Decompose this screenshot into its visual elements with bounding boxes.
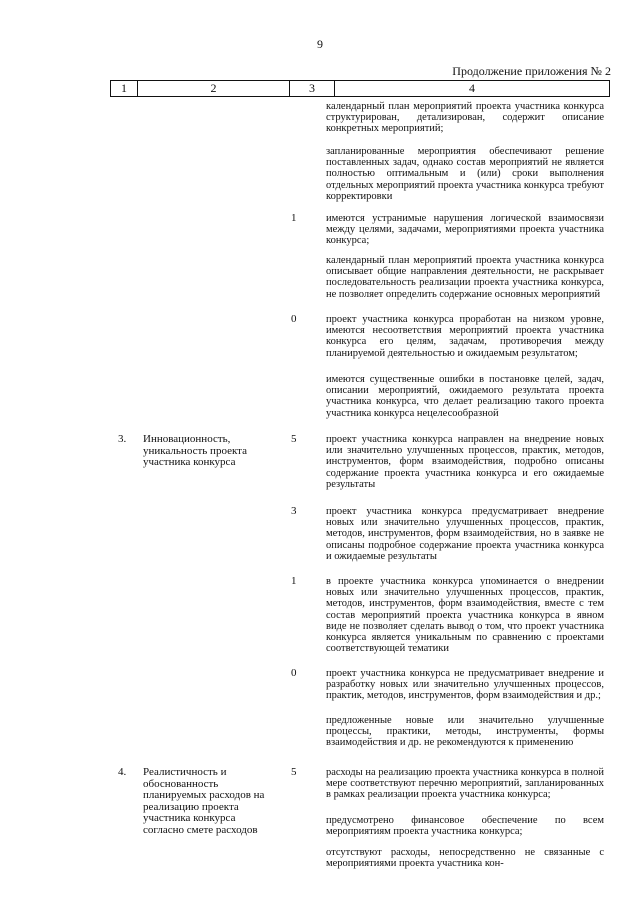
score-value: 0 — [291, 313, 297, 325]
criterion-text: расходы на реализацию проекта участника конкурса в полной мере соответствуют перечню мероприятий, запланированных в рамках реализации проекта участника конкурса; — [326, 767, 604, 801]
criterion-text: проект участника конкурса предусматривает внедрение новых или значительно улучшенных процессов, практик, методов, инструментов, форм взаимодействия, но в заявке не описаны подробное содержание проекта участника конкурса и ожидаемые результаты — [326, 506, 604, 562]
page-number: 9 — [317, 37, 323, 51]
score-value: 0 — [291, 667, 297, 679]
row-number: 4. — [118, 766, 127, 778]
score-value: 5 — [291, 433, 297, 445]
criterion-text: имеются устранимые нарушения логической взаимосвязи между целями, задачами, мероприятиями проекта участника конкурса; — [326, 213, 604, 247]
criterion-name: Инновационность, уникальность проекта участника конкурса — [143, 433, 247, 468]
criterion-text: календарный план мероприятий проекта участника конкурса структурирован, детализирован, содержит описание конкретных мероприятий; — [326, 101, 604, 135]
score-value: 3 — [291, 505, 297, 517]
table-header-row — [110, 80, 610, 97]
appendix-continuation-label: Продолжение приложения № 2 — [452, 64, 611, 78]
criterion-text: отсутствуют расходы, непосредственно не связанные с мероприятиями проекта участника кон- — [326, 847, 604, 870]
criterion-text: проект участника конкурса проработан на низком уровне, имеются несоответствия мероприятий проекта участника конкурса его целям, задачам, противоречия между планируемой деятельностью и ожидаемым результатом; — [326, 314, 604, 359]
criterion-text: запланированные мероприятия обеспечивают решение поставленных задач, однако состав мероприятий не является полностью оптимальным и (или) сроки выполнения отдельных мероприятий проекта участника конкурса требуют корректировки — [326, 146, 604, 202]
criterion-text: проект участника конкурса не предусматривает внедрение и разработку новых или значительно улучшенных процессов, практик, методов, инструментов, форм взаимодействия и др.; — [326, 668, 604, 702]
column-number-2: 2 — [138, 81, 290, 96]
column-number-3: 3 — [290, 81, 335, 96]
score-value: 5 — [291, 766, 297, 778]
criterion-text: предложенные новые или значительно улучшенные процессы, практики, методы, инструменты, формы взаимодействия и др. не рекомендуются к применению — [326, 715, 604, 749]
criterion-text: проект участника конкурса направлен на внедрение новых или значительно улучшенных процессов, практик, методов, инструментов, форм взаимодействия, подробно описаны содержание проекта участника конкурса и его ожидаемые результаты — [326, 434, 604, 490]
score-value: 1 — [291, 212, 297, 224]
criterion-name: Реалистичность и обоснованность планируемых расходов на реализацию проекта участника конкурса согласно смете расходов — [143, 766, 265, 836]
column-number-4: 4 — [469, 81, 475, 95]
row-number: 3. — [118, 433, 127, 445]
score-value: 1 — [291, 575, 297, 587]
criterion-text: в проекте участника конкурса упоминается о внедрении новых или значительно улучшенных процессов, практик, методов, инструментов, форм взаимодействия, вместе с тем состав мероприятий проекта участника конкурса в явном виде не позволяет сделать вывод о том, что проект участника конкурса является уникальным по сравнению с проектами соответствующей тематики — [326, 576, 604, 655]
criterion-text: предусмотрено финансовое обеспечение по всем мероприятиям проекта участника конкурса; — [326, 815, 604, 838]
criterion-text: календарный план мероприятий проекта участника конкурса описывает общие направления деятельности, не раскрывает последовательность реализации проекта участника конкурса, не позволяет определить содержание основных мероприятий — [326, 255, 604, 300]
column-number-1: 1 — [111, 81, 138, 96]
criterion-text: имеются существенные ошибки в постановке целей, задач, описании мероприятий, ожидаемого результата проекта участника конкурса, что делает реализацию такого проекта участника конкурса нецелесообразной — [326, 374, 604, 419]
